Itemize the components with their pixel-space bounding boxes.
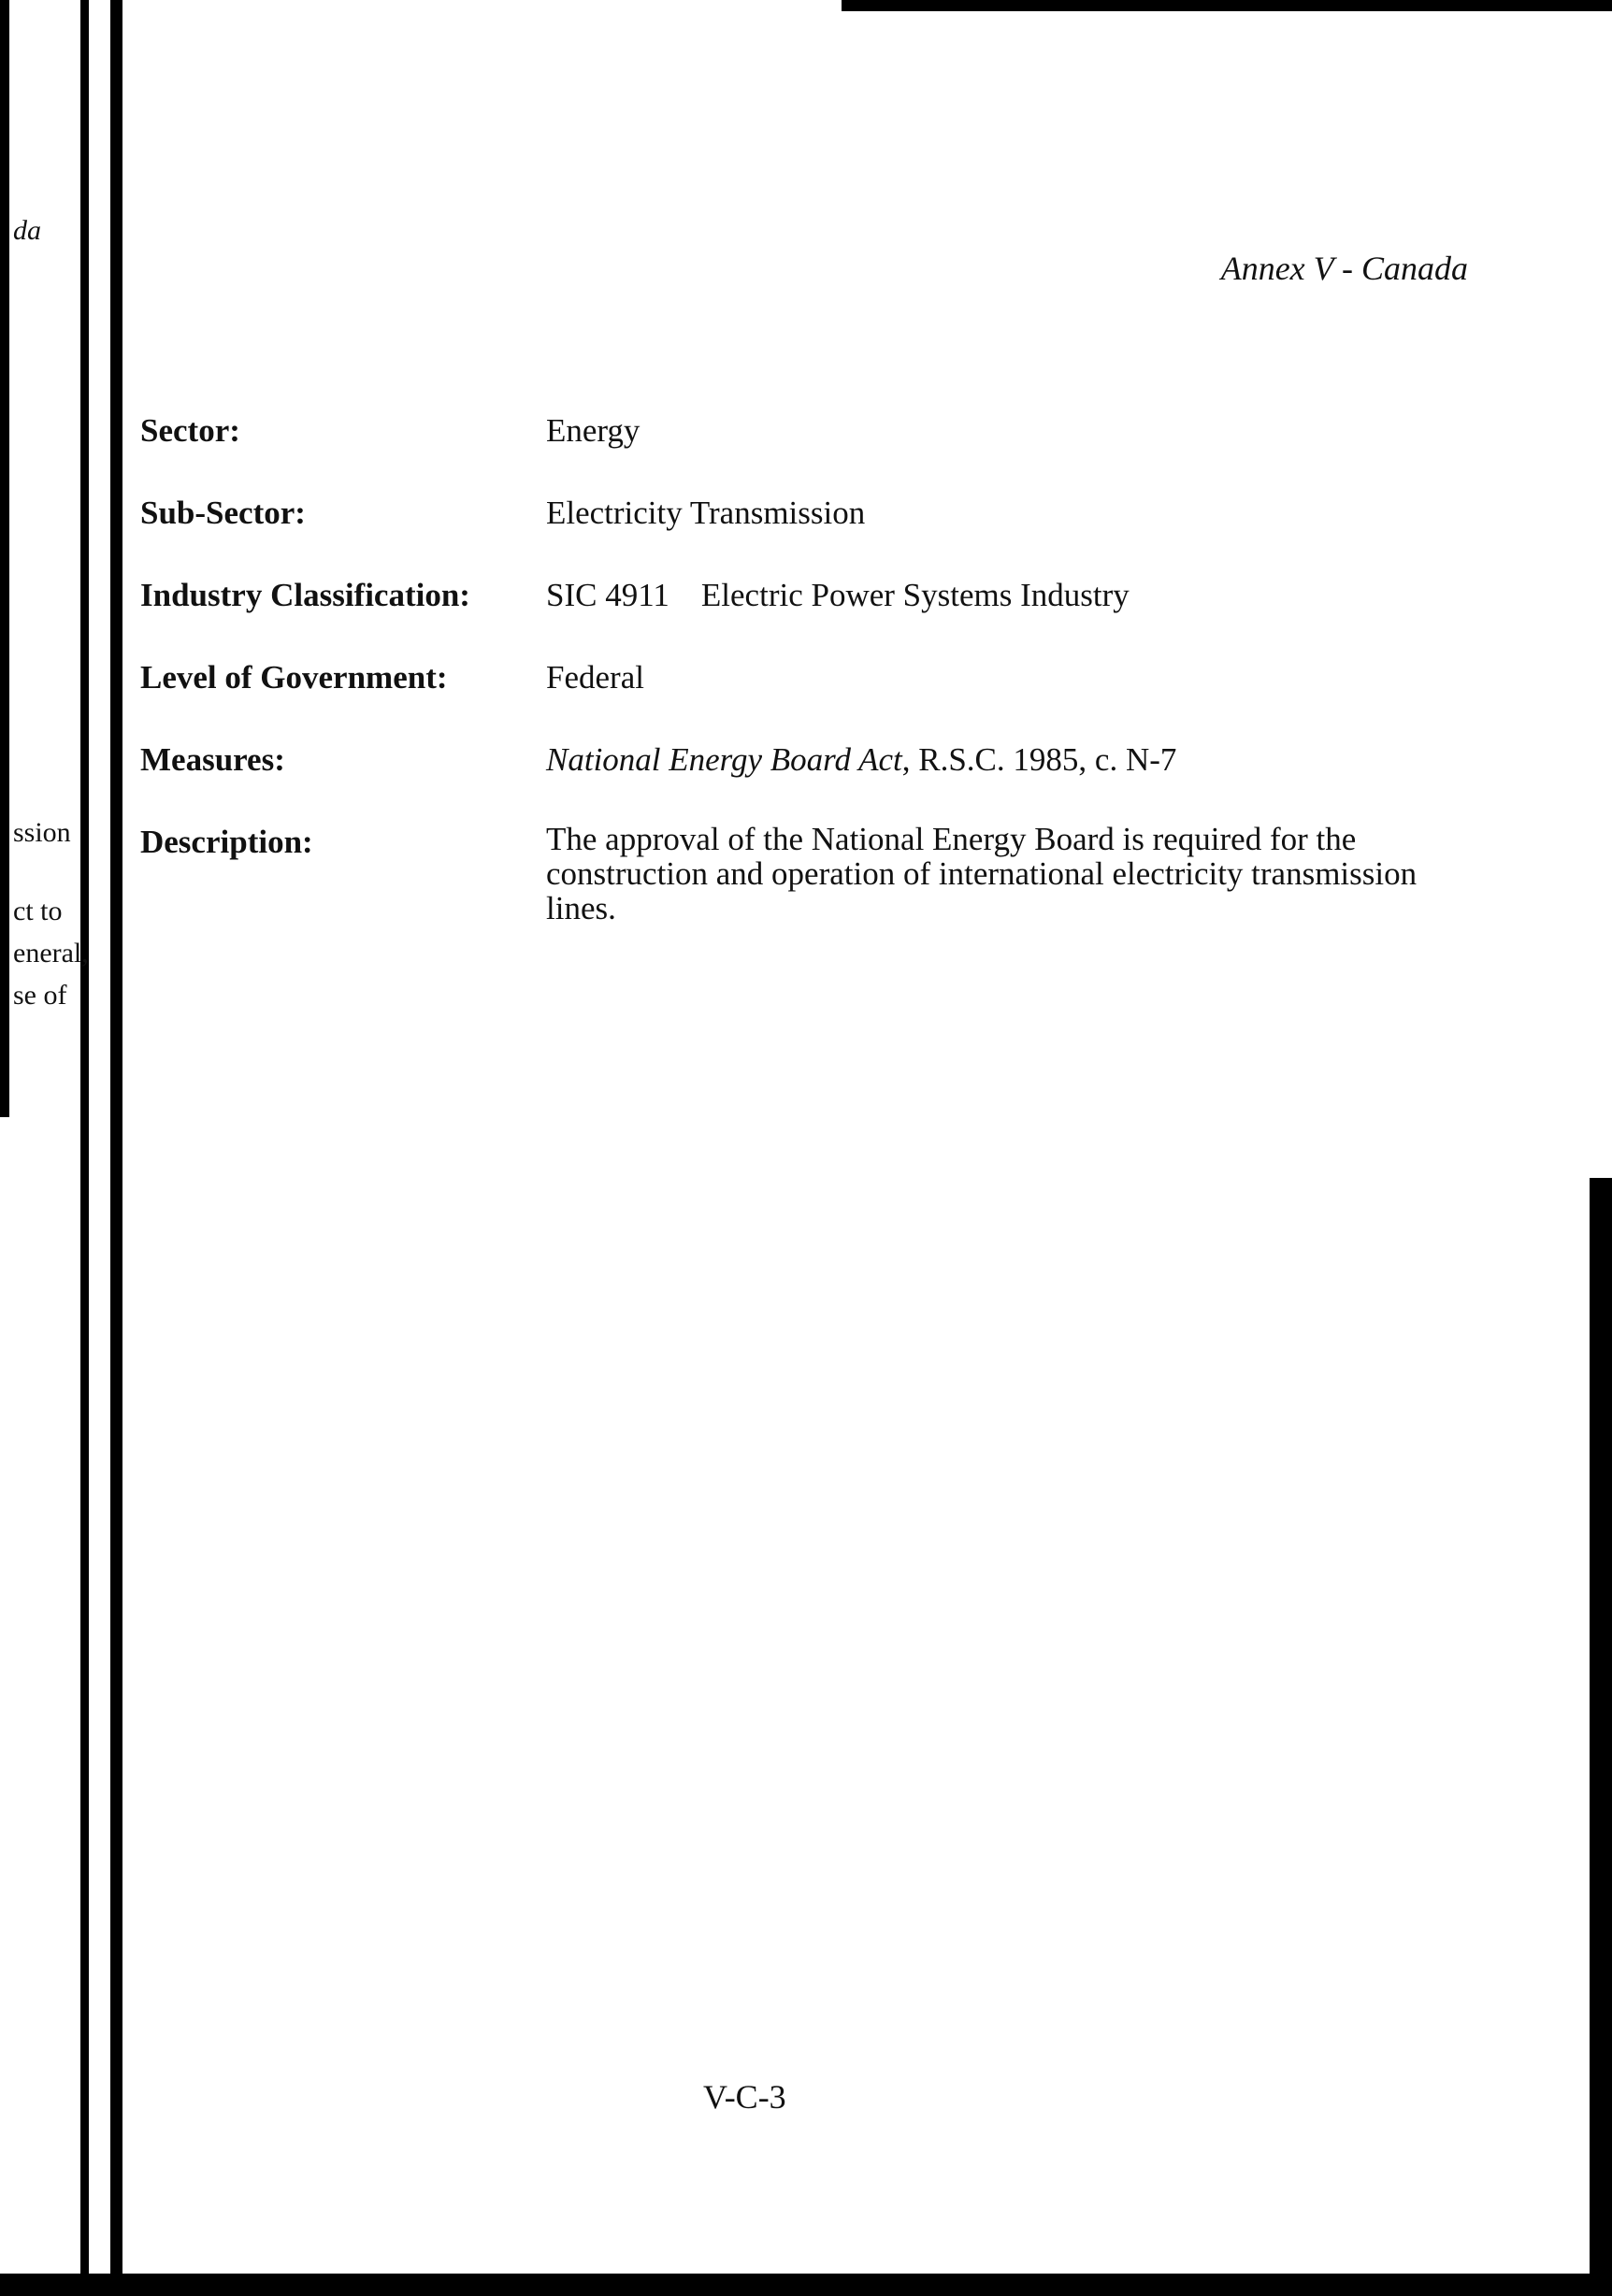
adjacent-page-fragment: da <box>13 215 41 246</box>
description-label: Description: <box>140 824 313 860</box>
binding-bar <box>80 0 89 2296</box>
measures-value <box>546 740 1176 780</box>
adjacent-page-fragment: eneral, <box>13 938 89 969</box>
act-title: National Energy Board Act <box>546 741 902 778</box>
act-citation: , R.S.C. 1985, c. N-7 <box>901 741 1177 778</box>
industry-name: Electric Power Systems Industry <box>700 577 1130 613</box>
scan-edge-top <box>842 0 1612 11</box>
annex-header: Annex V - Canada <box>1220 250 1468 287</box>
sector-label: Sector: <box>140 412 240 449</box>
adjacent-page-fragment: se of <box>13 980 67 1011</box>
scan-edge-bottom <box>0 2274 1612 2296</box>
scan-edge-right <box>1590 1178 1612 2296</box>
page-number: V-C-3 <box>703 2078 786 2116</box>
sub-sector-value: Electricity Transmission <box>546 495 866 531</box>
adjacent-page-fragment: ssion <box>13 817 71 848</box>
binding-bar <box>110 0 122 2296</box>
sub-sector-label: Sub-Sector: <box>140 495 306 531</box>
sector-value: Energy <box>546 412 640 449</box>
sic-code: SIC 4911 <box>546 577 669 613</box>
industry-classification-value <box>546 576 1130 615</box>
level-of-government-value: Federal <box>546 659 644 696</box>
scan-edge-left <box>0 0 9 1117</box>
measures-label: Measures: <box>140 741 285 778</box>
industry-classification-label: Industry Classification: <box>140 577 470 613</box>
adjacent-page-fragment: ct to <box>13 896 63 926</box>
level-of-government-label: Level of Government: <box>140 659 448 696</box>
description-value: The approval of the National Energy Board is required for the construction and operation of international electricity transmission lines. <box>546 821 1418 926</box>
